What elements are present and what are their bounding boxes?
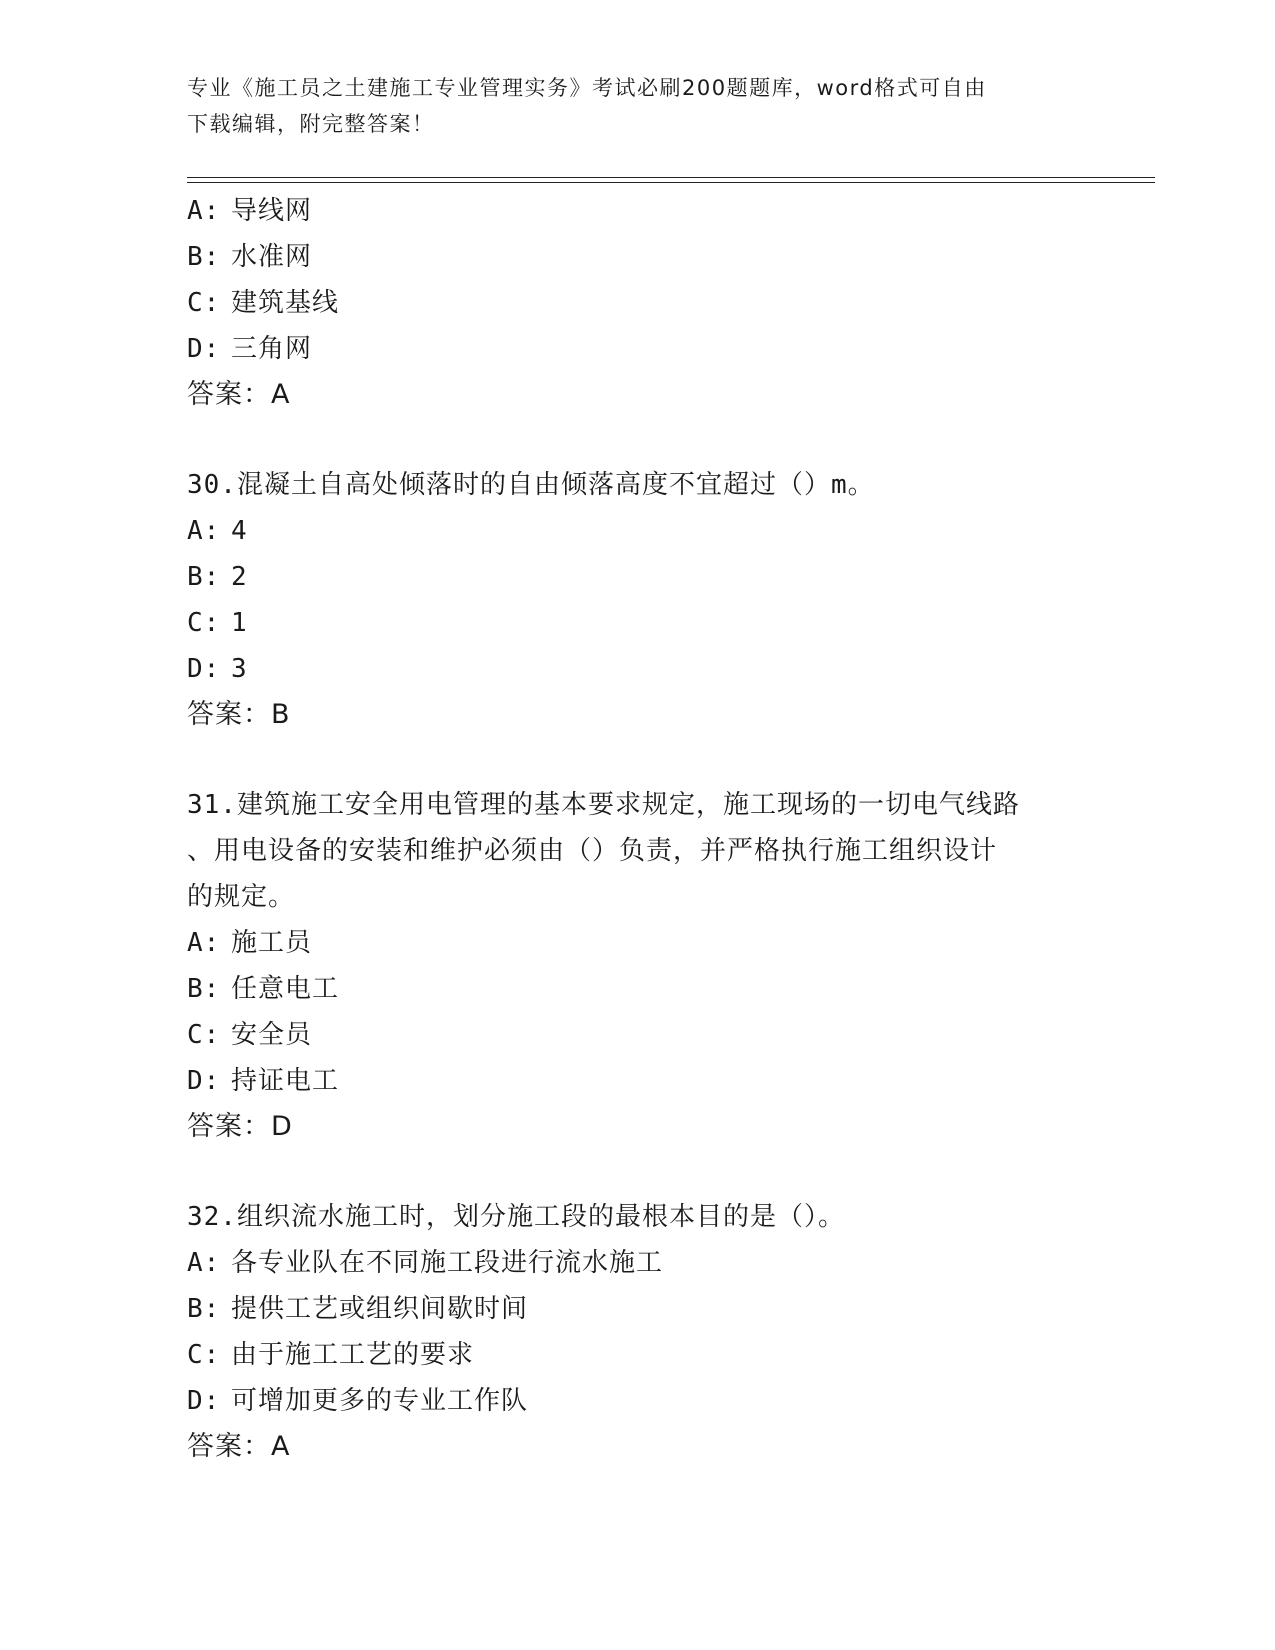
question-stem: 30.混凝土自高处倾落时的自由倾落高度不宜超过（）m。: [187, 470, 875, 500]
option-letter: C:: [187, 1020, 221, 1050]
option-letter: A:: [187, 1248, 221, 1278]
option-c: [187, 1332, 1087, 1378]
option-text: 1: [231, 608, 248, 638]
answer-line: 答案：A: [187, 1431, 291, 1462]
question-30: [187, 462, 1087, 738]
option-letter: C:: [187, 288, 221, 318]
header-title-line-2: 下载编辑，附完整答案！: [187, 112, 435, 136]
option-b: [187, 554, 1087, 600]
question-31: [187, 782, 1087, 1150]
option-text: 安全员: [231, 1020, 313, 1050]
option-a: [187, 508, 1087, 554]
option-text: 建筑基线: [231, 288, 340, 318]
option-text: 各专业队在不同施工段进行流水施工: [231, 1248, 664, 1278]
option-text: 2: [231, 562, 248, 592]
option-letter: B:: [187, 562, 221, 592]
option-text: 可增加更多的专业工作队: [231, 1386, 529, 1416]
question-29: [187, 188, 1087, 418]
answer-line: 答案：D: [187, 1111, 293, 1142]
option-text: 由于施工工艺的要求: [231, 1340, 475, 1370]
option-letter: C:: [187, 608, 221, 638]
question-stem-line-3: 的规定。: [187, 882, 296, 912]
option-text: 任意电工: [231, 974, 340, 1004]
option-d: [187, 1058, 1087, 1104]
option-letter: B:: [187, 1294, 221, 1324]
option-a: [187, 1240, 1087, 1286]
option-c: [187, 600, 1087, 646]
option-b: [187, 1286, 1087, 1332]
option-b: [187, 966, 1087, 1012]
header-divider-top: [187, 177, 1155, 178]
question-stem: 32.组织流水施工时，划分施工段的最根本目的是（）。: [187, 1202, 845, 1232]
option-c: [187, 1012, 1087, 1058]
header-divider-bottom: [187, 182, 1155, 183]
option-b: [187, 234, 1087, 280]
option-text: 导线网: [231, 196, 313, 226]
option-letter: D:: [187, 334, 221, 364]
option-text: 施工员: [231, 928, 313, 958]
question-list: [187, 188, 1087, 1470]
option-letter: B:: [187, 242, 221, 272]
question-stem-line-2: 、用电设备的安装和维护必须由（）负责，并严格执行施工组织设计: [187, 836, 998, 866]
answer-line: 答案：B: [187, 699, 291, 730]
option-letter: B:: [187, 974, 221, 1004]
question-32: [187, 1194, 1087, 1470]
header-title-line-1: 专业《施工员之土建施工专业管理实务》考试必刷200题题库，word格式可自由: [187, 76, 987, 100]
option-letter: A:: [187, 928, 221, 958]
option-letter: A:: [187, 516, 221, 546]
option-c: [187, 280, 1087, 326]
document-header: [187, 70, 1087, 142]
option-d: [187, 1378, 1087, 1424]
option-letter: D:: [187, 1386, 221, 1416]
option-a: [187, 920, 1087, 966]
option-letter: D:: [187, 1066, 221, 1096]
option-letter: C:: [187, 1340, 221, 1370]
option-d: [187, 646, 1087, 692]
option-letter: D:: [187, 654, 221, 684]
option-text: 持证电工: [231, 1066, 340, 1096]
option-text: 提供工艺或组织间歇时间: [231, 1294, 529, 1324]
option-a: [187, 188, 1087, 234]
option-text: 三角网: [231, 334, 313, 364]
option-d: [187, 326, 1087, 372]
answer-line: 答案：A: [187, 379, 291, 410]
option-text: 3: [231, 654, 248, 684]
option-text: 4: [231, 516, 248, 546]
question-stem-line-1: 31.建筑施工安全用电管理的基本要求规定，施工现场的一切电气线路: [187, 790, 1020, 820]
option-text: 水准网: [231, 242, 313, 272]
option-letter: A:: [187, 196, 221, 226]
